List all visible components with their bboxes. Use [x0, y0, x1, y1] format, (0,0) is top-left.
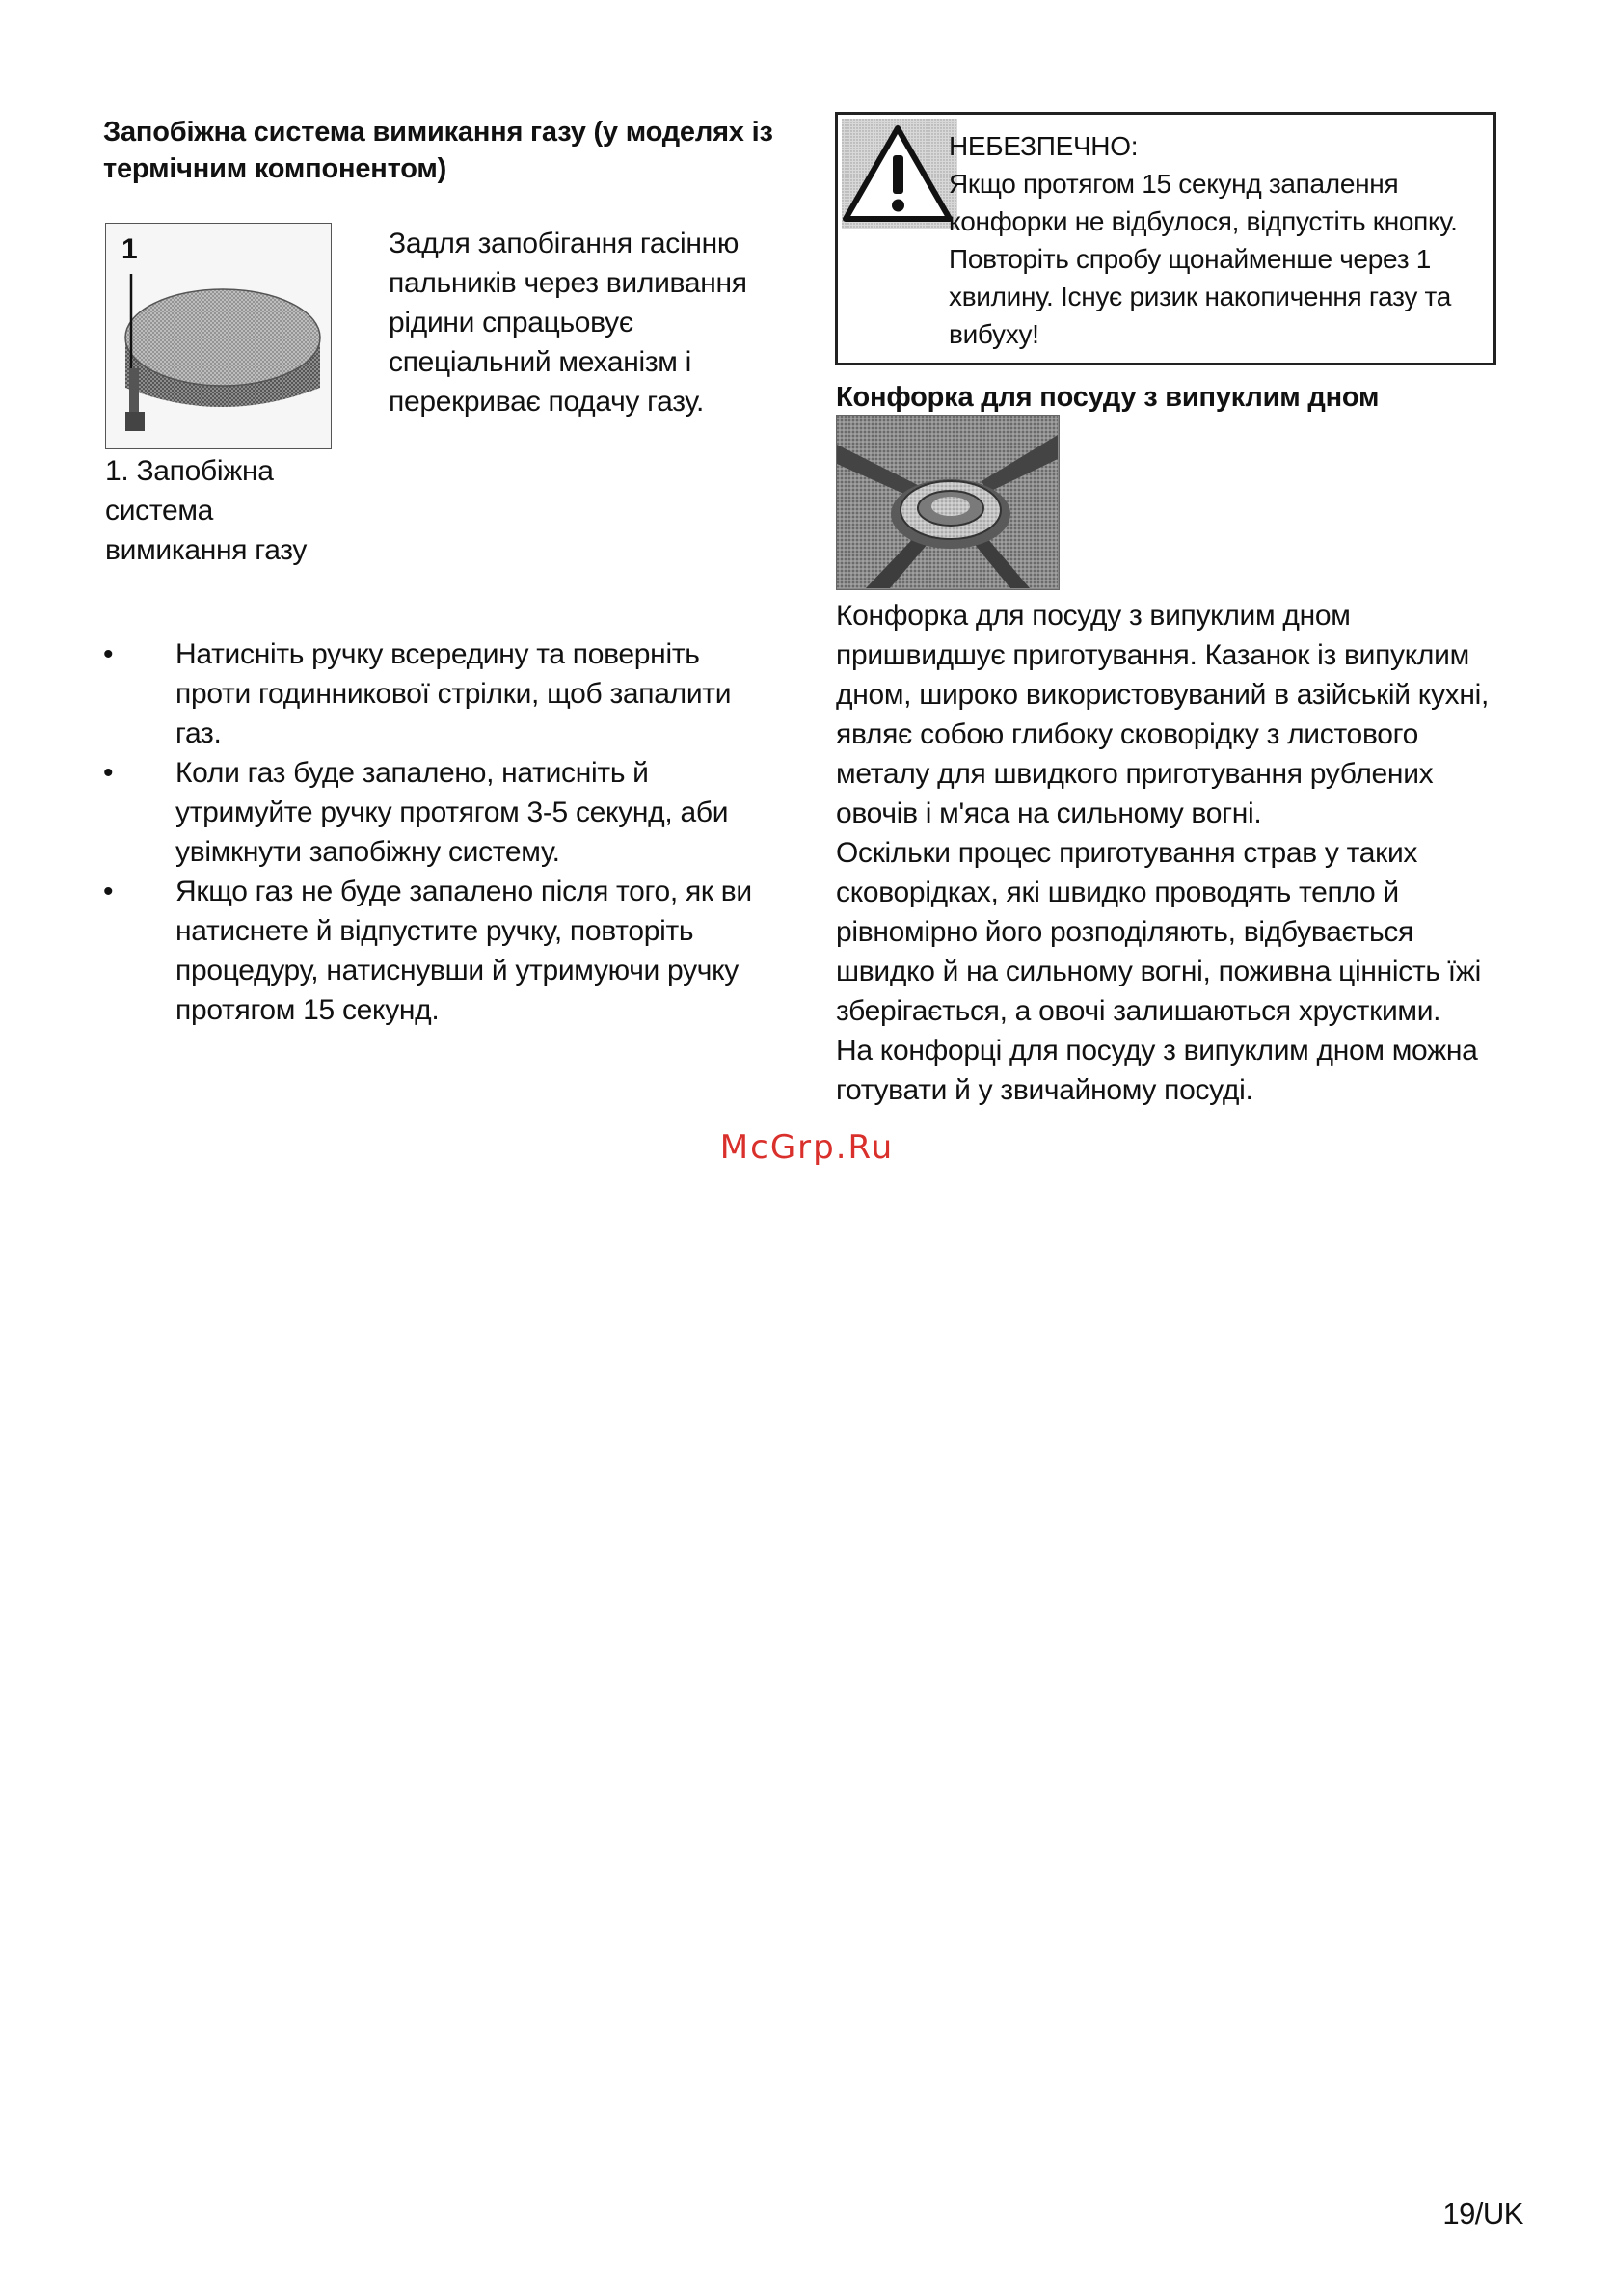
list-item-text: Коли газ буде запалено, натисніть й утримуйте ручку протягом 3-5 секунд, аби увімкнути запобіжну систему.: [175, 757, 729, 868]
bullet-symbol: •: [103, 638, 114, 670]
wok-description: [836, 596, 1511, 1110]
warning-message: Якщо протягом 15 секунд запалення конфорки не відбулося, відпустіть кнопку. Повторіть спробу щонайменше через 1 хвилину. Існує ризик накопичення газу та вибуху!: [949, 169, 1458, 349]
paragraph: Оскільки процес приготування страв у таких сковорідках, які швидко проводять тепло й рівномірно його розподіляють, відбувається швидко й на сильному вогні, поживна цінність їжі зберігається, а овочі залишаються хрусткими.: [836, 837, 1481, 1027]
warning-title: НЕБЕЗПЕЧНО:: [949, 131, 1139, 161]
danger-warning-box: [835, 112, 1496, 365]
bullet-symbol: •: [103, 757, 114, 789]
figure-callout-number: 1: [121, 233, 138, 265]
paragraph: На конфорці для посуду з випуклим дном можна готувати й у звичайному посуді.: [836, 1035, 1478, 1106]
list-item: [103, 753, 778, 872]
wok-burner-illustration: [837, 416, 1058, 588]
warning-text-block: [949, 127, 1489, 353]
list-item-text: Натисніть ручку всередину та поверніть проти годинникової стрілки, щоб запалити газ.: [175, 638, 732, 749]
burner-illustration: [106, 224, 330, 447]
list-item: [103, 635, 778, 753]
page-number: 19/UK: [1442, 2197, 1523, 2230]
figure-description: Задля запобігання гасінню пальників через виливання рідини спрацьовує спеціальний механізм і перекриває подачу газу.: [389, 228, 747, 418]
warning-triangle-icon: [842, 119, 957, 229]
paragraph: Конфорка для посуду з випуклим дном пришвидшує приготування. Казанок із випуклим дном, широко використовуваний в азійській кухні, являє собою глибоку сковорідку з листового металу для швидкого приготування рублених овочів і м'яса на сильному вогні.: [836, 600, 1490, 829]
wok-burner-figure: [836, 415, 1060, 590]
bullet-symbol: •: [103, 876, 114, 907]
section-heading-wok-burner: Конфорка для посуду з випуклим дном: [836, 382, 1380, 413]
figure-caption: 1. Запобіжна система вимикання газу: [105, 455, 308, 566]
watermark: McGrp.Ru: [719, 1128, 895, 1167]
list-item: [103, 872, 778, 1030]
burner-safety-figure: [105, 223, 332, 449]
section-heading-gas-safety: Запобіжна система вимикання газу (у моделях із термічним компонентом): [103, 117, 773, 184]
list-item-text: Якщо газ не буде запалено після того, як ви натиснете й відпустите ручку, повторіть процедуру, натиснувши й утримуючи ручку протягом 15 секунд.: [175, 876, 752, 1026]
instruction-list: [103, 635, 778, 1030]
